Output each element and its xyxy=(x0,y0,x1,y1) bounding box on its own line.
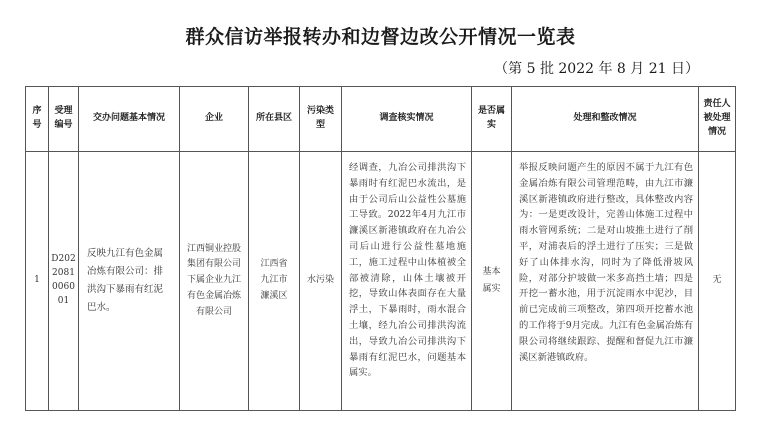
col-verified-header: 是否属实 xyxy=(472,87,512,152)
cell-company: 江西铜业控股集团有限公司下属企业九江有色金属冶炼有限公司 xyxy=(180,152,249,411)
col-investigation-header: 调查核实情况 xyxy=(342,87,472,152)
col-pollution-header: 污染类型 xyxy=(300,87,342,152)
cell-case-no: D2022081006001 xyxy=(49,152,79,411)
cell-district: 江西省九江市濂溪区 xyxy=(249,152,300,411)
col-issue-header: 交办问题基本情况 xyxy=(79,87,180,152)
page-title: 群众信访举报转办和边督边改公开情况一览表 xyxy=(185,26,576,48)
cell-verified: 基本属实 xyxy=(472,152,512,411)
col-handling-header: 处理和整改情况 xyxy=(512,87,699,152)
col-case-no-header: 受理编号 xyxy=(49,87,79,152)
table-header-row xyxy=(26,87,736,152)
batch-date: （第 5 批 2022 年 8 月 21 日） xyxy=(494,61,699,77)
report-table xyxy=(25,86,736,411)
cell-investigation: 经调查，九冶公司排洪沟下暴雨时有红泥巴水流出，是由于公司后山公益性公墓施工导致。2022年4月九江市濂溪区新港镇政府在九冶公司后山进行公益性墓地施工，施工过程中山体植被全部被清除，山体土壤被开挖，导致山体表面存在大量浮土，下暴雨时，雨水混合土壤，经九冶公司排洪沟流出，导致九冶公司排洪沟下暴雨有红泥巴水，问题基本属实。 xyxy=(342,152,472,411)
cell-seq: 1 xyxy=(26,152,49,411)
col-accountability-header: 责任人被处理情况 xyxy=(699,87,736,152)
cell-handling: 举报反映问题产生的原因不属于九江有色金属冶炼有限公司管理范畴，由九江市濂溪区新港镇政府进行整改，具体整改内容为：一是更改设计，完善山体施工过程中雨水管网系统；二是对山坡推土进行了削平，对浦表后的浮土进行了压实；三是做好了山体排水沟，同时为了降低滑坡风险，对部分护坡做一米多高挡土墙；四是开挖一蓄水池，用于沉淀雨水中泥沙，目前已完成前三项整改，第四项开挖蓄水池的工作将于9月完成。九江有色金属冶炼有限公司将继续跟踪、提醒和督促九江市濂溪区新港镇政府。 xyxy=(512,152,699,411)
cell-issue: 反映九江有色金属冶炼有限公司：排洪沟下暴雨有红泥巴水。 xyxy=(79,152,180,411)
cell-pollution: 水污染 xyxy=(300,152,342,411)
table-row xyxy=(26,152,736,411)
col-district-header: 所在县区 xyxy=(249,87,300,152)
col-seq-header: 序号 xyxy=(26,87,49,152)
col-company-header: 企业 xyxy=(180,87,249,152)
cell-accountability: 无 xyxy=(699,152,736,411)
